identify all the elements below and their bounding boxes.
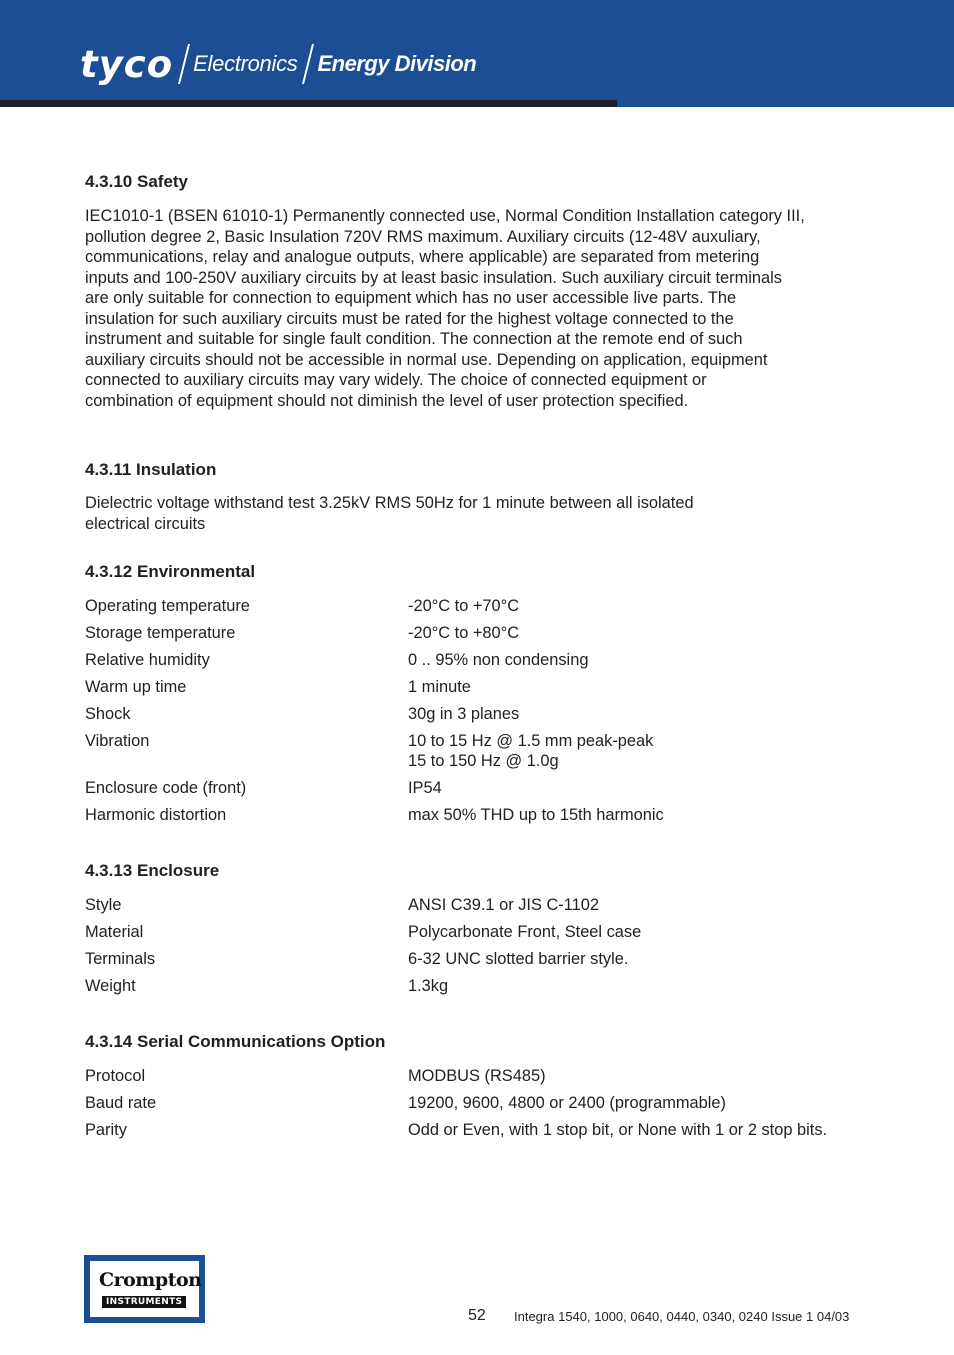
spec-label: Terminals <box>85 950 156 968</box>
spec-value: -20°C to +70°C <box>408 597 520 615</box>
insulation-paragraph <box>85 493 885 534</box>
spec-value: Polycarbonate Front, Steel case <box>408 923 642 941</box>
spec-label: Storage temperature <box>85 624 236 642</box>
page-header <box>0 0 954 107</box>
spec-label: Warm up time <box>85 678 187 696</box>
spec-label: Harmonic distortion <box>85 806 227 824</box>
spec-value: -20°C to +80°C <box>408 624 520 642</box>
logo-divider <box>178 44 190 84</box>
spec-value: 0 .. 95% non condensing <box>408 651 589 669</box>
section-title-enclosure: 4.3.13 Enclosure <box>85 861 220 880</box>
paragraph-line: communications, relay and analogue outputs, where applicable) are separated from metering <box>85 248 760 266</box>
paragraph-line: electrical circuits <box>85 514 206 533</box>
paragraph-line: insulation for such auxiliary circuits must be rated for the highest voltage connected to the <box>85 309 734 328</box>
spec-value: 19200, 9600, 4800 or 2400 (programmable) <box>408 1094 727 1112</box>
logo-divider <box>302 44 314 84</box>
spec-value: 1.3kg <box>408 977 449 995</box>
spec-label: Shock <box>85 705 131 723</box>
paragraph-line: IEC1010-1 (BSEN 61010-1) Permanently connected use, Normal Condition Installation category III, <box>85 207 805 225</box>
spec-value: 30g in 3 planes <box>408 705 520 723</box>
tyco-logo <box>80 40 476 88</box>
paragraph-line: instrument and suitable for single fault condition. The connection at the remote end of such <box>85 330 743 348</box>
brand-division: Energy Division <box>317 51 477 76</box>
spec-label: Baud rate <box>85 1094 157 1112</box>
spec-label: Vibration <box>85 732 150 750</box>
spec-label: Protocol <box>85 1067 146 1085</box>
section-title-environmental: 4.3.12 Environmental <box>85 562 256 581</box>
spec-value: Odd or Even, with 1 stop bit, or None with 1 or 2 stop bits. <box>408 1121 828 1139</box>
logo-instruments-text: INSTRUMENTS <box>102 1296 186 1308</box>
spec-value: MODBUS (RS485) <box>408 1067 546 1085</box>
document-info: Integra 1540, 1000, 0640, 0440, 0340, 0240 Issue 1 04/03 <box>514 1309 850 1324</box>
spec-value: 10 to 15 Hz @ 1.5 mm peak-peak <box>408 732 654 750</box>
brand-tyco: tyco <box>80 42 174 86</box>
spec-value: 6-32 UNC slotted barrier style. <box>408 950 629 968</box>
header-rule <box>0 100 617 107</box>
crompton-logo <box>84 1255 205 1323</box>
logo-crompton-text: Crompton <box>99 1269 202 1291</box>
section-title-safety: 4.3.10 Safety <box>85 172 189 191</box>
paragraph-line: combination of equipment should not diminish the level of user protection specified. <box>85 391 689 410</box>
section-title-serial: 4.3.14 Serial Communications Option <box>85 1032 386 1051</box>
spec-value: ANSI C39.1 or JIS C-1102 <box>408 896 600 914</box>
logo-inner <box>90 1261 202 1317</box>
paragraph-line: auxiliary circuits should not be accessible in normal use. Depending on application, equipment <box>85 350 768 369</box>
spec-value: 15 to 150 Hz @ 1.0g <box>408 752 559 770</box>
brand-electronics: Electronics <box>193 51 298 76</box>
spec-label: Parity <box>85 1121 127 1139</box>
paragraph-line: Dielectric voltage withstand test 3.25kV RMS 50Hz for 1 minute between all isolated <box>85 494 694 512</box>
paragraph-line: are only suitable for connection to equipment which has no user accessible live parts. The <box>85 289 737 307</box>
paragraph-line: inputs and 100-250V auxiliary circuits by at least basic insulation. Such auxiliary circuit terminals <box>85 268 782 287</box>
spec-value: IP54 <box>408 779 442 797</box>
spec-label: Enclosure code (front) <box>85 779 247 797</box>
section-title-insulation: 4.3.11 Insulation <box>85 460 217 479</box>
spec-label: Weight <box>85 977 136 995</box>
paragraph-line: pollution degree 2, Basic Insulation 720V RMS maximum. Auxiliary circuits (12-48V auxuliary, <box>85 227 761 246</box>
spec-label: Material <box>85 923 144 941</box>
spec-value: max 50% THD up to 15th harmonic <box>408 806 664 824</box>
spec-value: 1 minute <box>408 678 471 696</box>
spec-label: Relative humidity <box>85 651 210 669</box>
spec-label: Style <box>85 896 122 914</box>
safety-paragraph <box>85 206 885 411</box>
page-number: 52 <box>468 1307 486 1324</box>
spec-label: Operating temperature <box>85 597 250 615</box>
paragraph-line: connected to auxiliary circuits may vary widely. The choice of connected equipment or <box>85 371 707 389</box>
